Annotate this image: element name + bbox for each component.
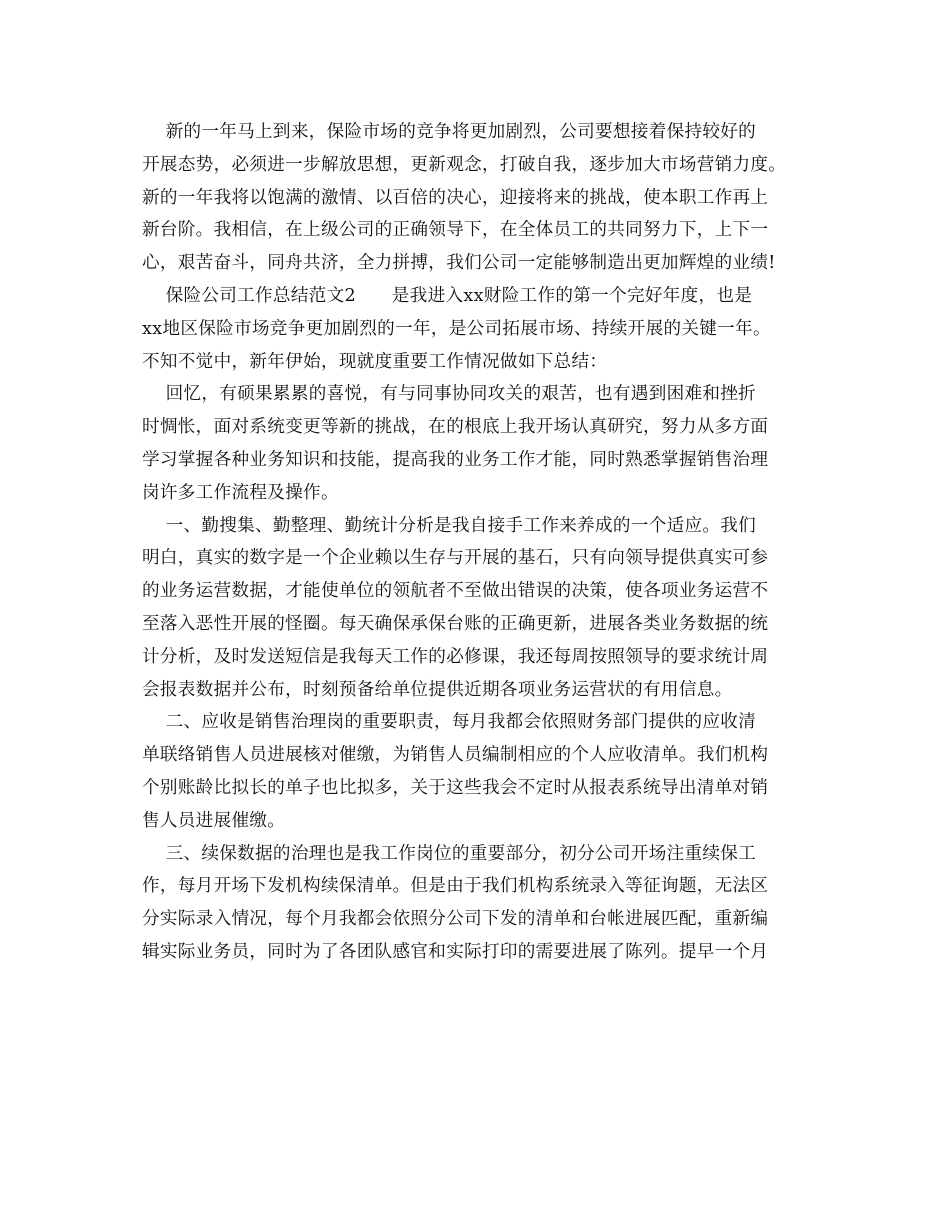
text-line: 不知不觉中，新年伊始，现就度重要工作情况做如下总结： xyxy=(142,351,608,372)
text-line: 售人员进展催缴。 xyxy=(142,810,286,831)
text-line: 保险公司工作总结范文2 是我进入xx财险工作的第一个完好年度，也是 xyxy=(142,285,753,306)
text-line: 至落入恶性开展的怪圈。每天确保承保台账的正确更新，进展各类业务数据的统 xyxy=(142,613,769,634)
text-line: 三、续保数据的治理也是我工作岗位的重要部分，初分公司开场注重续保工 xyxy=(142,843,757,864)
text-line: 个别账龄比拟长的单子也比拟多，关于这些我会不定时从报表系统导出清单对销 xyxy=(142,777,769,798)
text-line: 新的一年马上到来，保险市场的竞争将更加剧烈，公司要想接着保持较好的 xyxy=(142,122,757,142)
paragraph-section-one xyxy=(142,510,802,707)
paragraph-summary-intro xyxy=(142,280,802,378)
text-line: 会报表数据并公布，时刻预备给单位提供近期各项业务运营状的有用信息。 xyxy=(142,679,733,700)
text-line: 的业务运营数据，才能使单位的领航者不至做出错误的决策，使各项业务运营不 xyxy=(142,581,769,602)
paragraph-new-year xyxy=(142,116,802,280)
document-body xyxy=(142,116,802,969)
paragraph-review xyxy=(142,378,802,509)
text-line: xx地区保险市场竞争更加剧烈的一年，是公司拓展市场、持续开展的关键一年。 xyxy=(142,318,771,339)
text-line: 回忆，有硕果累累的喜悦，有与同事协同攻关的艰苦，也有遇到困难和挫折 xyxy=(142,384,757,405)
text-line: 辑实际业务员，同时为了各团队感官和实际打印的需要进展了陈列。提早一个月 xyxy=(142,941,769,962)
text-line: 学习掌握各种业务知识和技能，提高我的业务工作才能，同时熟悉掌握销售治理 xyxy=(142,449,769,470)
paragraph-section-two xyxy=(142,706,802,837)
text-line: 新的一年我将以饱满的激情、以百倍的决心，迎接将来的挑战，使本职工作再上 xyxy=(142,187,769,208)
text-line: 计分析，及时发送短信是我每天工作的必修课，我还每周按照领导的要求统计周 xyxy=(142,646,769,667)
paragraph-section-three xyxy=(142,838,802,969)
text-line: 单联络销售人员进展核对催缴，为销售人员编制相应的个人应收清单。我们机构 xyxy=(142,745,769,766)
text-line: 开展态势，必须进一步解放思想，更新观念，打破自我，逐步加大市场营销力度。 xyxy=(142,154,787,175)
text-line: 一、勤搜集、勤整理、勤统计分析是我自接手工作来养成的一个适应。我们 xyxy=(142,515,757,536)
text-line: 心，艰苦奋斗，同舟共济，全力拼搏，我们公司一定能够制造出更加辉煌的业绩! xyxy=(142,253,776,274)
text-line: 作，每月开场下发机构续保清单。但是由于我们机构系统录入等征询题，无法区 xyxy=(142,876,769,897)
text-line: 时惆怅，面对系统变更等新的挑战，在的根底上我开场认真研究，努力从多方面 xyxy=(142,417,769,438)
text-line: 分实际录入情况，每个月我都会依照分公司下发的清单和台帐进展匹配，重新编 xyxy=(142,909,769,930)
text-line: 新台阶。我相信，在上级公司的正确领导下，在全体员工的共同努力下，上下一 xyxy=(142,220,769,241)
text-line: 二、应收是销售治理岗的重要职责，每月我都会依照财务部门提供的应收清 xyxy=(142,712,757,733)
text-line: 明白，真实的数字是一个企业赖以生存与开展的基石，只有向领导提供真实可参 xyxy=(142,548,769,569)
text-line: 岗许多工作流程及操作。 xyxy=(142,482,339,503)
